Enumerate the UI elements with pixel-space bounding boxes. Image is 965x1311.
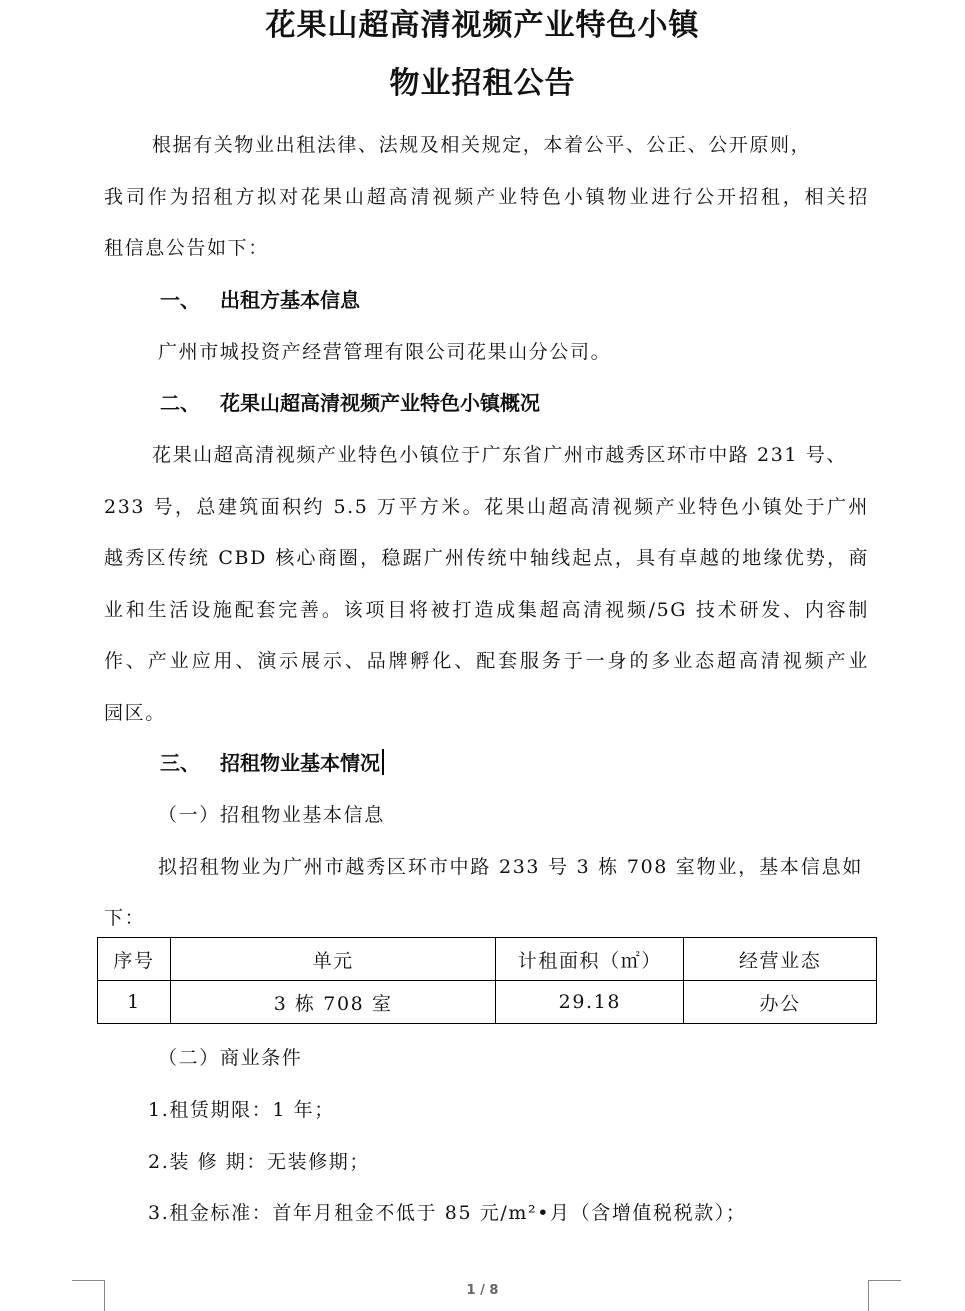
section-2-line-3: 越秀区传统 CBD 核心商圈，稳踞广州传统中轴线起点，具有卓越的地缘优势，商 xyxy=(104,547,869,569)
intro-line-3: 租信息公告如下： xyxy=(104,237,269,259)
section-3-number: 三、 xyxy=(160,751,200,775)
section-2-number: 二、 xyxy=(160,391,200,415)
text-cursor xyxy=(382,749,384,775)
section-2-line-5: 作、产业应用、演示展示、品牌孵化、配套服务于一身的多业态超高清视频产业 xyxy=(104,650,869,672)
subsection-2-number: （二） xyxy=(158,1047,220,1069)
condition-lease-term: 1.租赁期限：1 年； xyxy=(148,1099,335,1121)
section-3-title: 招租物业基本情况 xyxy=(220,751,380,775)
table-cell: 3 栋 708 室 xyxy=(170,981,496,1024)
table-header-cell: 序号 xyxy=(98,938,171,981)
section-3-title-wrap xyxy=(220,748,384,778)
condition-renovation-period: 2.装 修 期：无装修期； xyxy=(148,1151,371,1173)
title-line-1: 花果山超高清视频产业特色小镇 xyxy=(265,8,700,43)
section-2-title: 花果山超高清视频产业特色小镇概况 xyxy=(220,391,540,415)
table-header-cell: 单元 xyxy=(170,938,496,981)
table-row xyxy=(98,981,877,1024)
section-2-line-2: 233 号，总建筑面积约 5.5 万平方米。花果山超高清视频产业特色小镇处于广州 xyxy=(104,496,869,518)
intro-line-2: 我司作为招租方拟对花果山超高清视频产业特色小镇物业进行公开招租，相关招 xyxy=(104,186,869,208)
section-1-number: 一、 xyxy=(160,288,200,312)
intro-line-1: 根据有关物业出租法律、法规及相关规定，本着公平、公正、公开原则， xyxy=(152,134,812,156)
page-number: 1 / 8 xyxy=(466,1283,499,1298)
subsection-1-number: （一） xyxy=(158,804,220,826)
subsection-2-title: 商业条件 xyxy=(220,1047,303,1069)
title-line-2: 物业招租公告 xyxy=(389,66,576,101)
table-header-cell: 计租面积（㎡） xyxy=(496,938,684,981)
property-desc-line-1: 拟招租物业为广州市越秀区环市中路 233 号 3 栋 708 室物业，基本信息如 xyxy=(158,856,863,878)
property-info-table xyxy=(97,937,877,1024)
condition-rent-standard: 3.租金标准：首年月租金不低于 85 元/m²•月（含增值税税款）； xyxy=(148,1202,747,1224)
section-1-title: 出租方基本信息 xyxy=(220,288,360,312)
table-cell: 29.18 xyxy=(496,981,684,1024)
subsection-1-title: 招租物业基本信息 xyxy=(220,804,385,826)
section-2-line-6: 园区。 xyxy=(104,702,166,724)
section-2-line-4: 业和生活设施配套完善。该项目将被打造成集超高清视频/5G 技术研发、内容制 xyxy=(104,599,869,621)
table-header-row xyxy=(98,938,877,981)
table-header-cell: 经营业态 xyxy=(684,938,877,981)
property-desc-line-2: 下： xyxy=(104,907,146,929)
section-2-line-1: 花果山超高清视频产业特色小镇位于广东省广州市越秀区环市中路 231 号、 xyxy=(152,444,847,466)
table-cell: 办公 xyxy=(684,981,877,1024)
section-1-body: 广州市城投资产经营管理有限公司花果山分公司。 xyxy=(158,341,612,363)
table-cell: 1 xyxy=(98,981,171,1024)
